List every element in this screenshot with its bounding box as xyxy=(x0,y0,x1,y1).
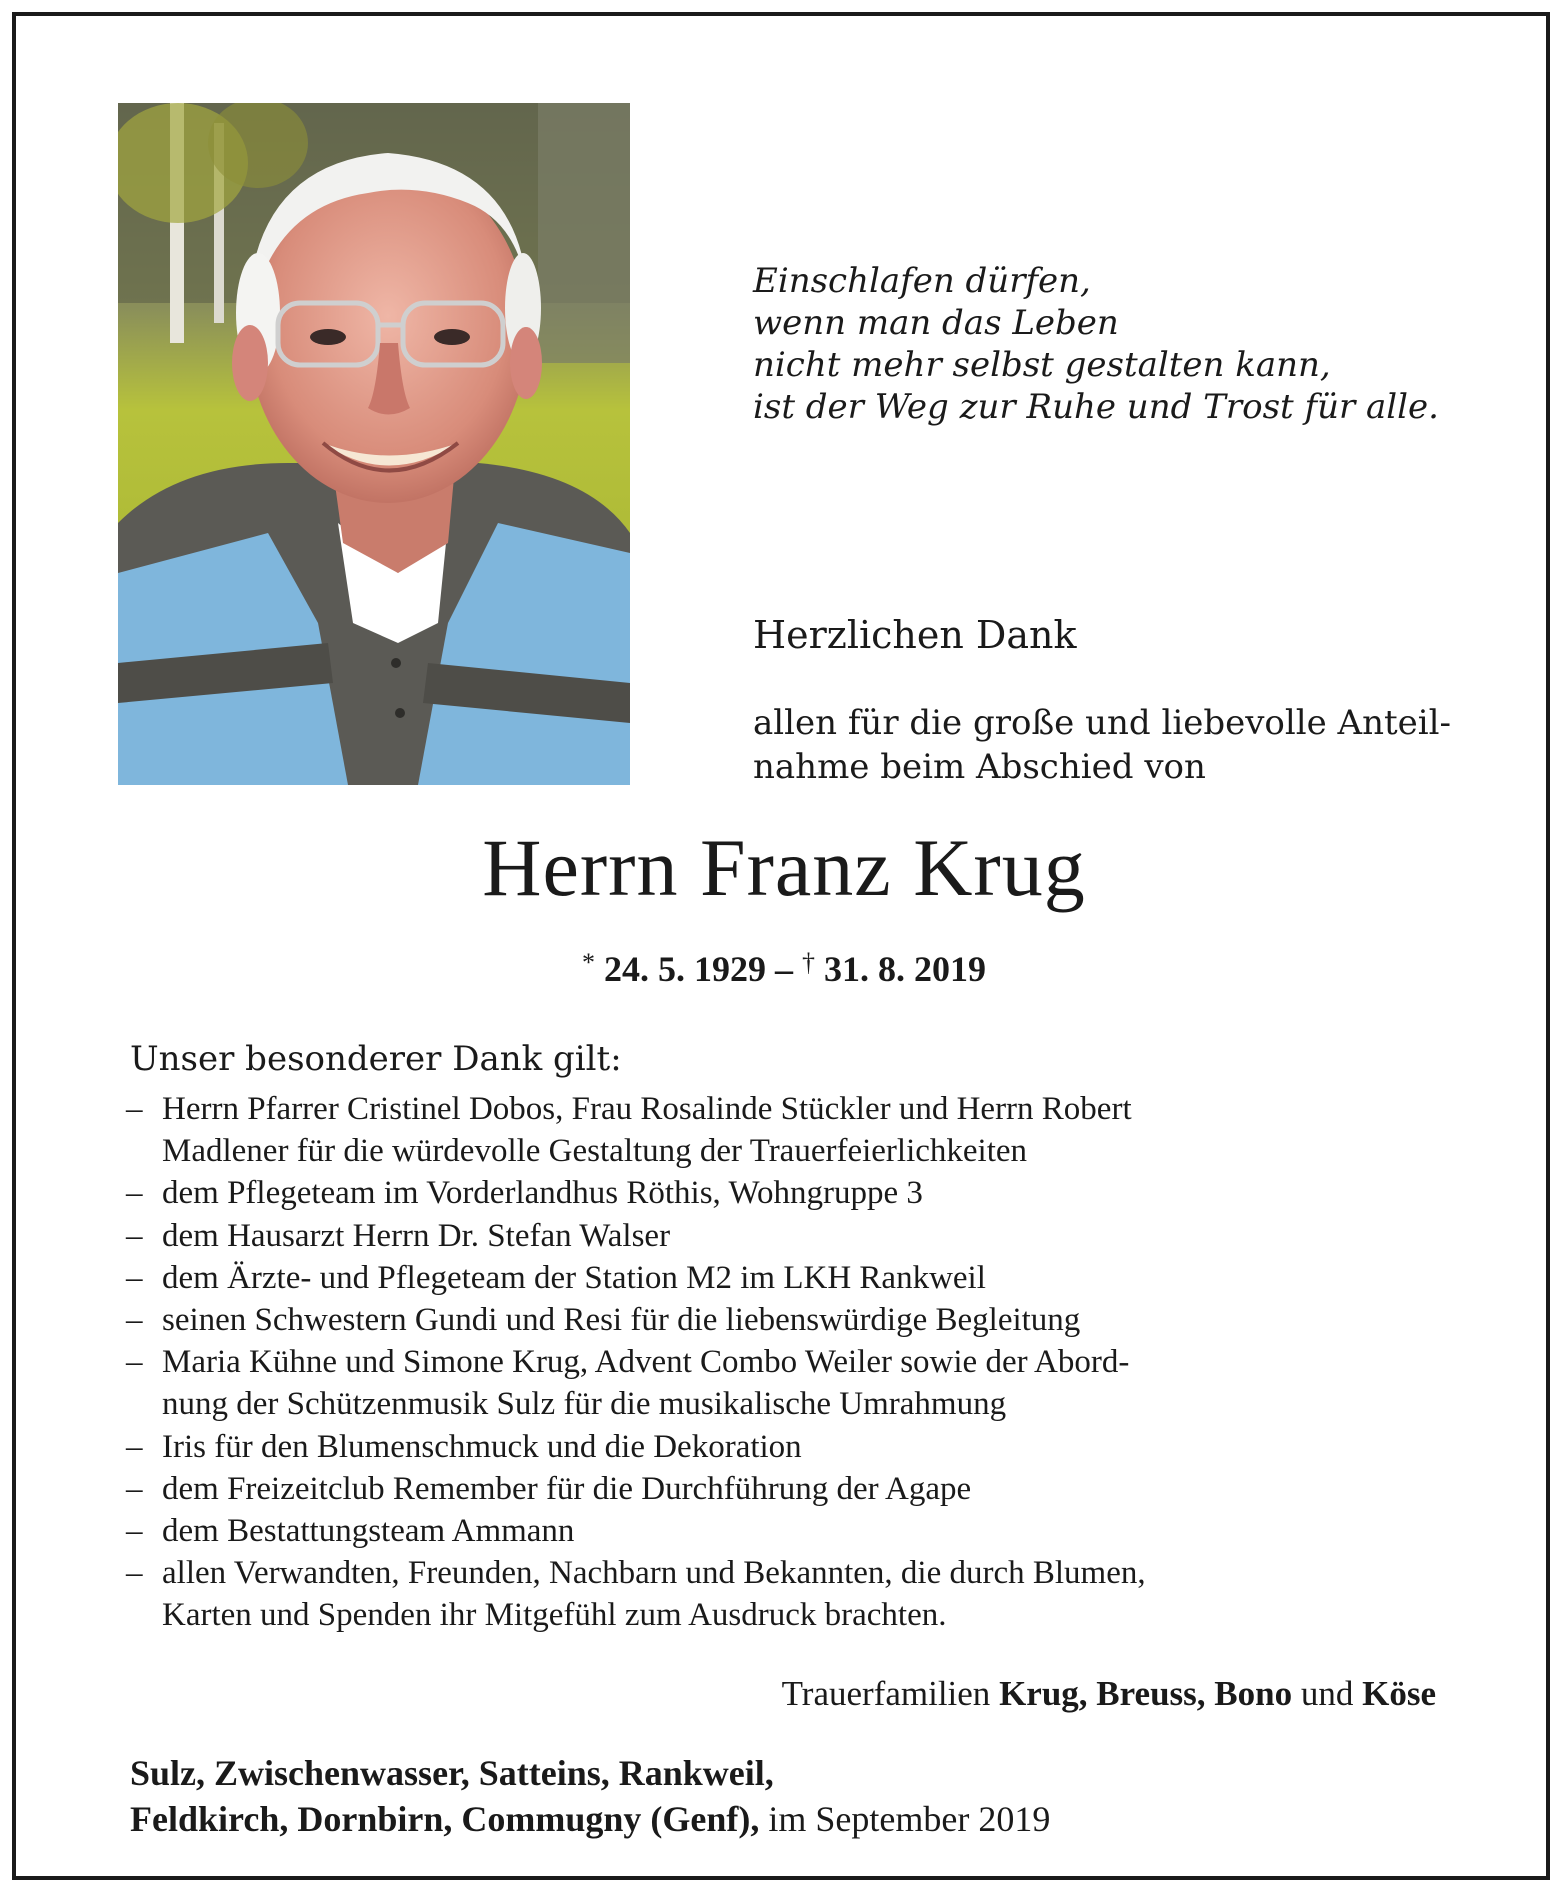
gratitude-item xyxy=(126,1215,1466,1257)
gratitude-item xyxy=(126,1341,1466,1425)
list-dash: – xyxy=(126,1302,143,1339)
gratitude-item-line: dem Pflegeteam im Vorderlandhus Röthis, Wohngruppe 3 xyxy=(162,1175,923,1212)
gratitude-item-line: dem Freizeitclub Remember für die Durchführung der Agape xyxy=(162,1470,972,1507)
places-and-date xyxy=(130,1750,1050,1842)
gratitude-item-line: dem Bestattungsteam Ammann xyxy=(162,1513,575,1550)
list-dash: – xyxy=(126,1259,143,1296)
family-name: Krug, xyxy=(999,1674,1088,1713)
list-dash: – xyxy=(126,1175,143,1212)
places-line: Feldkirch, Dornbirn, Commugny (Genf), xyxy=(130,1799,760,1839)
birth-date: 24. 5. 1929 xyxy=(604,949,766,989)
list-dash: – xyxy=(126,1555,143,1592)
poem-line: wenn man das Leben xyxy=(753,303,1119,343)
publication-date: im September 2019 xyxy=(768,1799,1051,1839)
family-name: Köse xyxy=(1362,1674,1436,1713)
list-dash: – xyxy=(126,1513,143,1550)
gratitude-item-line: Herrn Pfarrer Cristinel Dobos, Frau Rosalinde Stückler und Herrn Robert xyxy=(162,1091,1132,1127)
portrait-illustration xyxy=(118,103,630,785)
family-name: Bono xyxy=(1214,1674,1293,1713)
gratitude-item xyxy=(126,1468,1466,1510)
death-symbol: † xyxy=(802,948,815,977)
birth-symbol: * xyxy=(582,948,595,977)
gratitude-item xyxy=(126,1426,1466,1468)
gratitude-item xyxy=(126,1510,1466,1552)
thanks-title: Herzlichen Dank xyxy=(753,613,1077,657)
life-dates xyxy=(0,940,1568,992)
thanks-intro xyxy=(753,701,1453,789)
date-separator: – xyxy=(775,949,793,989)
gratitude-item-line: Maria Kühne und Simone Krug, Advent Combo Weiler sowie der Abord- xyxy=(162,1344,1130,1381)
gratitude-item-line: Karten und Spenden ihr Mitgefühl zum Ausdruck brachten. xyxy=(162,1597,947,1634)
intro-line: allen für die große und liebevolle Anteil- xyxy=(753,703,1452,743)
poem-line: ist der Weg zur Ruhe und Trost für alle. xyxy=(753,387,1439,427)
deceased-name: Herrn Franz Krug xyxy=(482,822,1086,913)
gratitude-item-line: nung der Schützenmusik Sulz für die musikalische Umrahmung xyxy=(162,1386,1007,1423)
families-conjunction: und xyxy=(1300,1674,1354,1713)
gratitude-item xyxy=(126,1172,1466,1214)
list-dash: – xyxy=(126,1344,143,1381)
intro-line: nahme beim Abschied von xyxy=(753,747,1206,787)
gratitude-item-line: Madlener für die würdevolle Gestaltung der Trauerfeierlichkeiten xyxy=(162,1133,1028,1170)
gratitude-list xyxy=(126,1088,1466,1637)
gratitude-item-line: Iris für den Blumenschmuck und die Dekoration xyxy=(162,1428,802,1465)
list-dash: – xyxy=(126,1470,143,1507)
gratitude-item-line: allen Verwandten, Freunden, Nachbarn und Bekannten, die durch Blumen, xyxy=(162,1555,1146,1592)
places-line: Sulz, Zwischenwasser, Satteins, Rankweil, xyxy=(130,1753,774,1793)
family-name: Breuss, xyxy=(1096,1674,1206,1713)
poem-line: Einschlafen dürfen, xyxy=(753,261,1091,301)
mourning-families xyxy=(782,1672,1436,1716)
list-dash: – xyxy=(126,1091,143,1127)
gratitude-item xyxy=(126,1257,1466,1299)
gratitude-item xyxy=(126,1552,1466,1636)
families-prefix: Trauerfamilien xyxy=(781,1674,991,1713)
list-dash: – xyxy=(126,1428,143,1465)
gratitude-item-line: seinen Schwestern Gundi und Resi für die liebenswürdige Begleitung xyxy=(162,1302,1081,1339)
gratitude-item xyxy=(126,1299,1466,1341)
death-date: 31. 8. 2019 xyxy=(824,949,986,989)
poem-line: nicht mehr selbst gestalten kann, xyxy=(753,345,1331,385)
gratitude-item-line: dem Ärzte- und Pflegeteam der Station M2 im LKH Rankweil xyxy=(162,1259,986,1296)
gratitude-heading: Unser besonderer Dank gilt: xyxy=(130,1039,622,1079)
poem xyxy=(753,260,1453,428)
gratitude-item xyxy=(126,1088,1466,1172)
portrait-photo xyxy=(118,103,630,785)
gratitude-item-line: dem Hausarzt Herrn Dr. Stefan Walser xyxy=(162,1217,671,1254)
list-dash: – xyxy=(126,1217,143,1254)
